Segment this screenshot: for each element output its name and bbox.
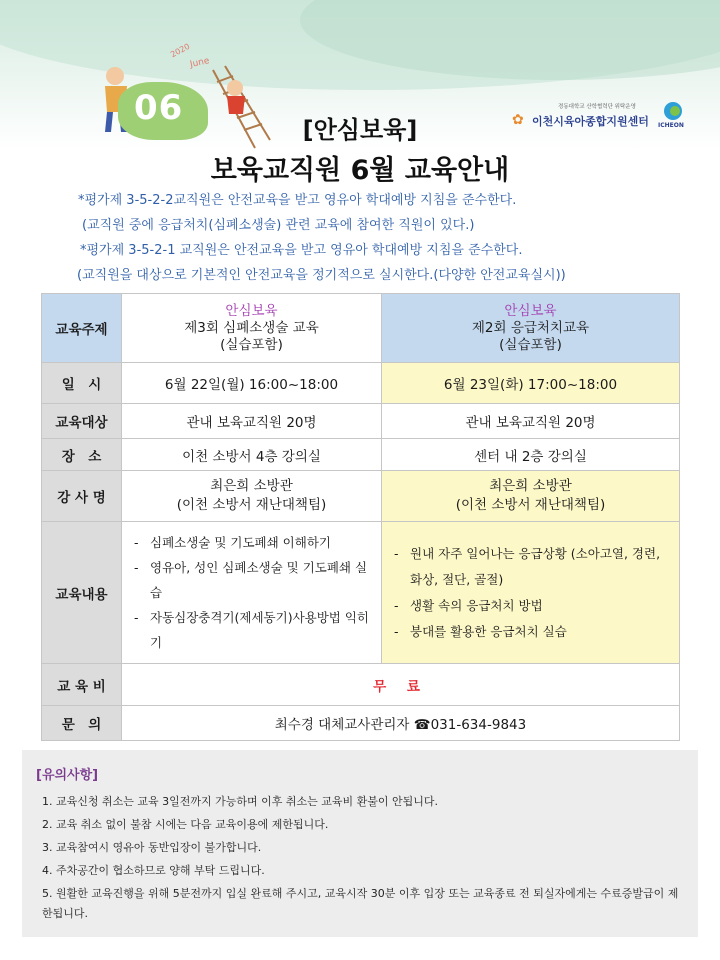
table-row (42, 294, 680, 363)
row-label-target: 교육대상 (42, 404, 122, 439)
city-logo-text: ICHEON (658, 122, 684, 129)
evaluation-notes (70, 188, 690, 288)
program1-place: 이천 소방서 4층 강의실 (122, 439, 382, 471)
program1-lecturer-org: (이천 소방서 재난대책팀) (176, 497, 327, 513)
program1-lecturer-name: 최은희 소방관 (210, 478, 293, 494)
table-row (42, 706, 680, 741)
education-table (41, 293, 680, 741)
row-label-fee: 교 육 비 (42, 664, 122, 706)
note-line: (교직원을 대상으로 기본적인 안전교육을 정기적으로 실시한다.(다양한 안전교육실시)) (77, 268, 566, 283)
note-line: *평가제 3-5-2-2교직원은 안전교육을 받고 영유아 학대예방 지침을 준수한다. (78, 193, 517, 208)
list-item: - 원내 자주 일어나는 응급상황 (소아고열, 경련, 화상, 절단, 골절) (392, 541, 671, 593)
row-label-date: 일 시 (42, 363, 122, 404)
row-label-contact: 문 의 (42, 706, 122, 741)
notice-item: 4. 주차공간이 협소하므로 양해 부탁 드립니다. (42, 864, 265, 877)
page-title: 보육교직원 6월 교육안내 (210, 155, 510, 186)
program1-title: 제3회 심폐소생술 교육 (184, 319, 319, 336)
program2-sub: (실습포함) (499, 336, 562, 353)
contact-value: 최수경 대체교사관리자 ☎031-634-9843 (122, 706, 680, 741)
program1-tag: 안심보육 (225, 302, 278, 319)
program1-date: 6월 22일(월) 16:00~18:00 (122, 363, 382, 404)
note-line: (교직원 중에 응급처치(심폐소생술) 관련 교육에 참여한 직원이 있다.) (82, 218, 475, 233)
table-row (42, 471, 680, 522)
notice-item: 1. 교육신청 취소는 교육 3일전까지 가능하며 이후 취소는 교육비 환불이 안됩니다. (42, 795, 438, 808)
table-row (42, 439, 680, 471)
program1-content-list (122, 530, 381, 655)
table-row (42, 664, 680, 706)
program2-place: 센터 내 2층 강의실 (382, 439, 680, 471)
notice-title: [유의사항] (36, 768, 99, 783)
row-label-content: 교육내용 (42, 522, 122, 664)
list-item: - 심폐소생술 및 기도폐쇄 이해하기 (132, 530, 373, 555)
program2-lecturer-name: 최은희 소방관 (489, 478, 572, 494)
logo-subtext: 경동대학교 산학협력단 위탁운영 (558, 104, 636, 110)
program2-target: 관내 보육교직원 20명 (382, 404, 680, 439)
month-label: June (189, 56, 211, 70)
list-item: - 붕대를 활용한 응급처치 실습 (392, 619, 671, 645)
notice-box (22, 750, 698, 937)
month-number: 06 (134, 88, 184, 128)
program2-topic (382, 294, 680, 363)
fee-text: 무 료 (373, 678, 428, 695)
program2-lecturer (382, 471, 680, 522)
notice-item: 5. 원활한 교육진행을 위해 5분전까지 입실 완료해 주시고, 교육시작 30분 이후 입장 또는 교육종료 전 퇴실자에게는 수료증발급이 제한됩니다. (42, 887, 679, 920)
notice-list (42, 790, 682, 924)
program2-title: 제2회 응급처치교육 (471, 319, 590, 336)
table-row (42, 522, 680, 664)
row-label-lecturer: 강 사 명 (42, 471, 122, 522)
notice-item: 2. 교육 취소 없이 불참 시에는 다음 교육이용에 제한됩니다. (42, 818, 329, 831)
page-title-tag: [안심보육] (302, 116, 418, 144)
row-label-place: 장 소 (42, 439, 122, 471)
table-row (42, 363, 680, 404)
program2-tag: 안심보육 (504, 302, 557, 319)
table-row (42, 404, 680, 439)
fee-value (122, 664, 680, 706)
program1-contents (122, 522, 382, 664)
row-label-topic: 교육주제 (42, 294, 122, 363)
list-item: - 영유아, 성인 심폐소생술 및 기도폐쇄 실습 (132, 555, 373, 605)
program2-date: 6월 23일(화) 17:00~18:00 (382, 363, 680, 404)
program2-lecturer-org: (이천 소방서 재난대책팀) (455, 497, 606, 513)
program1-topic (122, 294, 382, 363)
program2-content-list (382, 541, 679, 645)
program1-sub: (실습포함) (220, 336, 283, 353)
program1-lecturer (122, 471, 382, 522)
logo-name: 이천시육아종합지원센터 (532, 115, 649, 128)
year-label: 2020 (169, 41, 192, 60)
notice-item: 3. 교육참여시 영유아 동반입장이 불가합니다. (42, 841, 262, 854)
logo-mark-icon: ✿ (512, 112, 524, 128)
program2-contents (382, 522, 680, 664)
list-item: - 생활 속의 응급처치 방법 (392, 593, 671, 619)
note-line: *평가제 3-5-2-1 교직원은 안전교육을 받고 영유아 학대예방 지침을 준수한다. (80, 243, 523, 258)
list-item: - 자동심장충격기(제세동기)사용방법 익히기 (132, 605, 373, 655)
program1-target: 관내 보육교직원 20명 (122, 404, 382, 439)
